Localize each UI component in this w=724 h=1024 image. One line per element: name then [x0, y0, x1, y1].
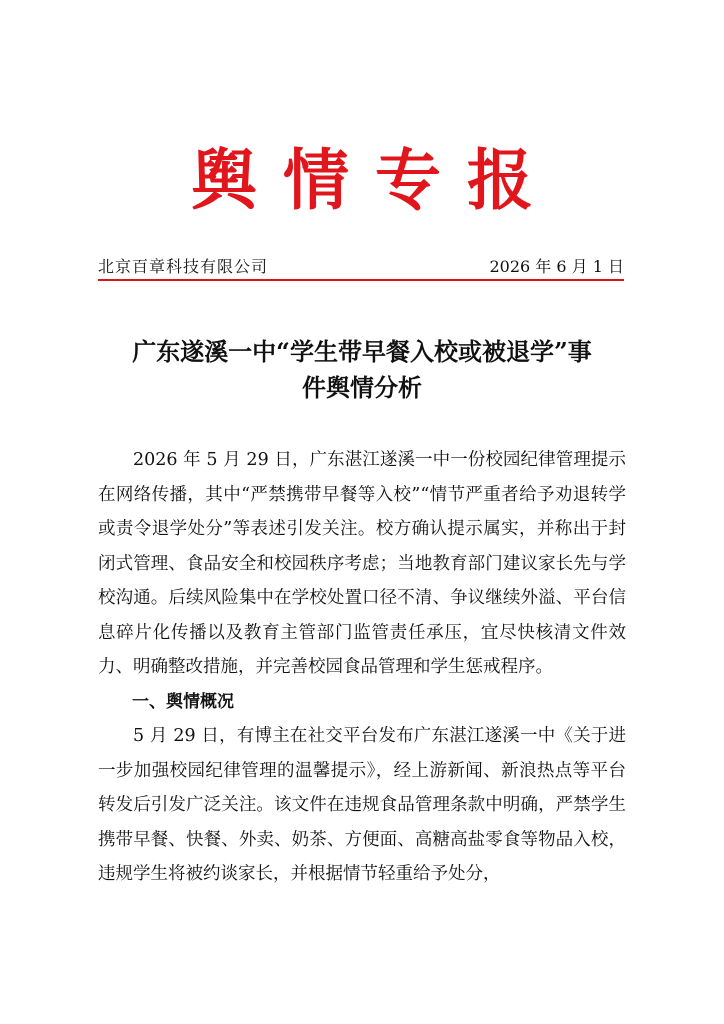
title-line-2: 件舆情分析	[302, 373, 422, 402]
header-meta	[98, 256, 624, 278]
organization-name: 北京百章科技有限公司	[98, 257, 269, 276]
title-line-1: 广东遂溪一中“学生带早餐入校或被退学”事	[132, 337, 592, 366]
document-title	[88, 334, 636, 406]
summary-paragraph: 2026 年 5 月 29 日，广东湛江遂溪一中一份校园纪律管理提示在网络传播，其中“严禁携带早餐等入校”“情节严重者给予劝退转学或责令退学处分”等表述引发关注。校方确认提示属实，并称出于封闭式管理、食品安全和校园秩序考虑；当地教育部门建议家长先与学校沟通。后续风险集中在学校处置口径不清、争议继续外溢、平台信息碎片化传播以及教育主管部门监管责任承压，宜尽快核清文件效力、明确整改措施，并完善校园食品管理和学生惩戒程序。	[98, 450, 626, 677]
section-heading: 一、舆情概况	[132, 691, 234, 712]
masthead-title: 舆情专报	[191, 141, 559, 219]
header-divider	[98, 279, 624, 281]
section-paragraph: 5 月 29 日，有博主在社交平台发布广东湛江遂溪一中《关于进一步加强校园纪律管理的温馨提示》，经上游新闻、新浪热点等平台转发后引发广泛关注。该文件在违规食品管理条款中明确，严禁学生携带早餐、快餐、外卖、奶茶、方便面、高糖高盐零食等物品入校，违规学生将被约谈家长，并根据情节轻重给予处分，	[98, 726, 626, 884]
document-body	[98, 443, 626, 892]
report-date: 2026 年 6 月 1 日	[489, 257, 624, 276]
